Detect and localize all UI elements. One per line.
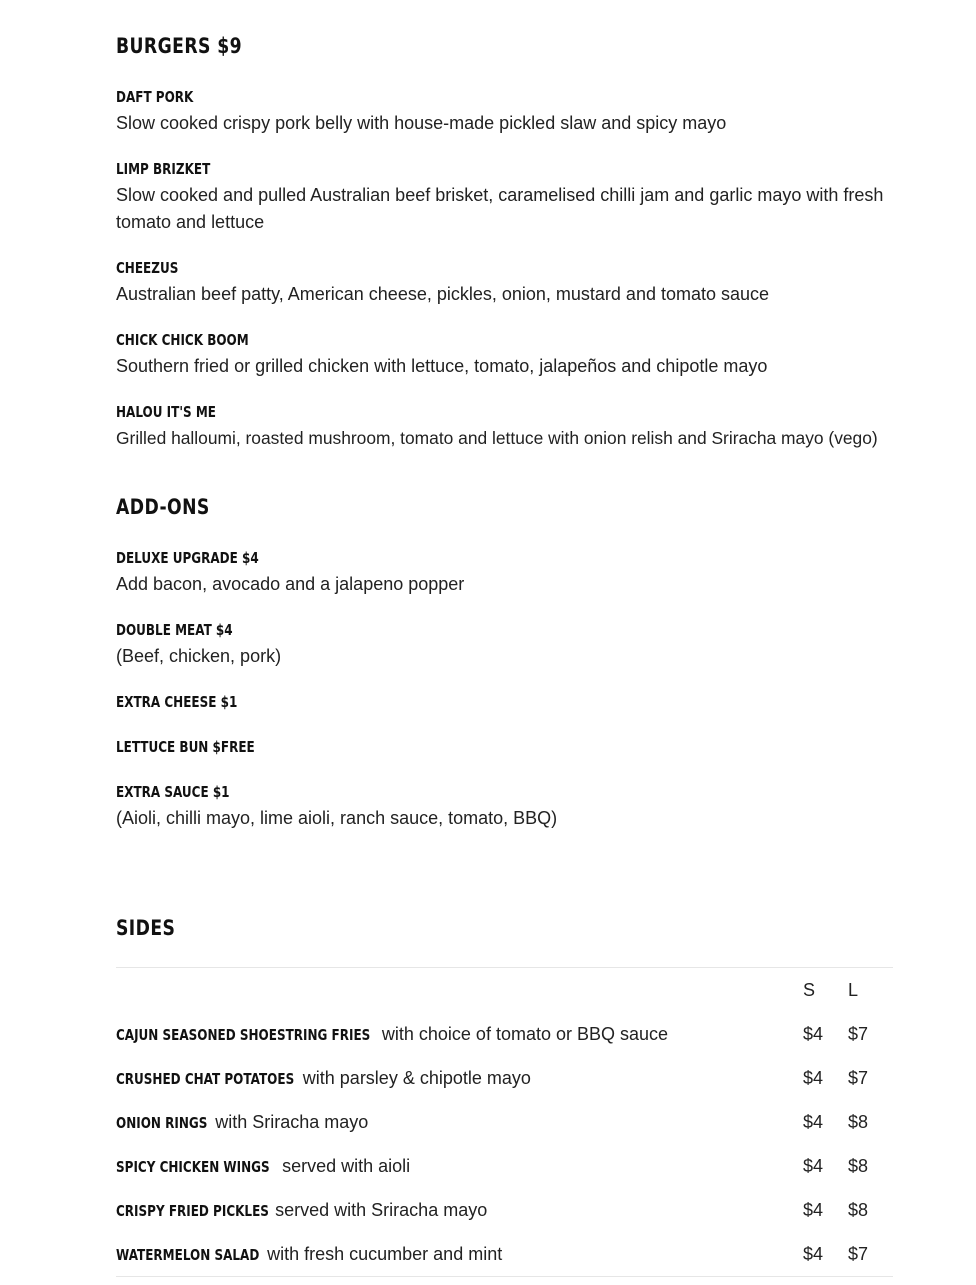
burger-desc: Slow cooked crispy pork belly with house-made pickled slaw and spicy mayo — [116, 113, 727, 133]
burger-name: HALOU IT'S ME — [116, 403, 216, 421]
price-small: $4 — [803, 1112, 824, 1132]
burger-name: LIMP BRIZKET — [116, 160, 211, 178]
addon-name: EXTRA CHEESE $1 — [116, 693, 238, 711]
side-item — [116, 1155, 410, 1178]
addons-title: ADD-ONS — [116, 495, 210, 519]
price-small: $4 — [803, 1068, 824, 1088]
side-name: CRISPY FRIED PICKLES — [116, 1202, 269, 1220]
sides-table — [116, 967, 893, 1277]
addon-name: DOUBLE MEAT $4 — [116, 621, 233, 639]
table-row — [116, 1144, 893, 1188]
burger-desc: Southern fried or grilled chicken with lettuce, tomato, jalapeños and chipotle mayo — [116, 356, 768, 376]
price-large: $8 — [848, 1112, 869, 1132]
price-large: $7 — [848, 1024, 869, 1044]
side-item — [116, 1243, 502, 1266]
table-row — [116, 1056, 893, 1100]
side-item — [116, 1199, 487, 1222]
side-item — [116, 1067, 531, 1090]
addon-name: EXTRA SAUCE $1 — [116, 783, 230, 801]
side-item — [116, 1111, 368, 1134]
size-small-header: S — [803, 980, 816, 1000]
addon-name: DELUXE UPGRADE $4 — [116, 549, 259, 567]
table-row — [116, 1232, 893, 1276]
price-large: $7 — [848, 1244, 869, 1264]
side-desc: with choice of tomato or BBQ sauce — [381, 1024, 669, 1044]
side-desc: served with Sriracha mayo — [275, 1200, 488, 1220]
side-item — [116, 1023, 668, 1046]
burgers-title: BURGERS $9 — [116, 34, 242, 58]
size-large-header: L — [848, 980, 859, 1000]
side-name: CRUSHED CHAT POTATOES — [116, 1070, 295, 1088]
price-small: $4 — [803, 1200, 824, 1220]
side-desc: served with aioli — [277, 1156, 411, 1176]
table-row — [116, 1188, 893, 1232]
burger-name: DAFT PORK — [116, 88, 194, 106]
price-large: $7 — [848, 1068, 869, 1088]
side-desc: with Sriracha mayo — [215, 1112, 369, 1132]
table-row — [116, 1100, 893, 1144]
price-small: $4 — [803, 1156, 824, 1176]
price-large: $8 — [848, 1200, 869, 1220]
side-name: CAJUN SEASONED SHOESTRING FRIES — [116, 1026, 371, 1044]
side-name: ONION RINGS — [116, 1114, 208, 1132]
sides-header-row — [116, 968, 893, 1012]
addon-desc: (Beef, chicken, pork) — [116, 646, 282, 666]
price-large: $8 — [848, 1156, 869, 1176]
price-small: $4 — [803, 1024, 824, 1044]
burger-desc: Grilled halloumi, roasted mushroom, tomato and lettuce with onion relish and Sriracha mayo (vego) — [116, 428, 878, 448]
addon-desc: (Aioli, chilli mayo, lime aioli, ranch sauce, tomato, BBQ) — [116, 808, 558, 828]
sides-title: SIDES — [116, 916, 176, 940]
burger-name: CHICK CHICK BOOM — [116, 331, 249, 349]
addon-name: LETTUCE BUN $FREE — [116, 738, 255, 756]
price-small: $4 — [803, 1244, 824, 1264]
side-desc: with fresh cucumber and mint — [267, 1244, 503, 1264]
burger-desc: Australian beef patty, American cheese, pickles, onion, mustard and tomato sauce — [116, 284, 770, 304]
burger-desc: Slow cooked and pulled Australian beef brisket, caramelised chilli jam and garlic mayo with fresh tomato and lettuce — [116, 185, 884, 232]
side-name: SPICY CHICKEN WINGS — [116, 1158, 270, 1176]
addon-desc: Add bacon, avocado and a jalapeno popper — [116, 574, 465, 594]
side-desc: with parsley & chipotle mayo — [302, 1068, 531, 1088]
table-row — [116, 1012, 893, 1056]
burger-name: CHEEZUS — [116, 259, 179, 277]
side-name: WATERMELON SALAD — [116, 1246, 260, 1264]
